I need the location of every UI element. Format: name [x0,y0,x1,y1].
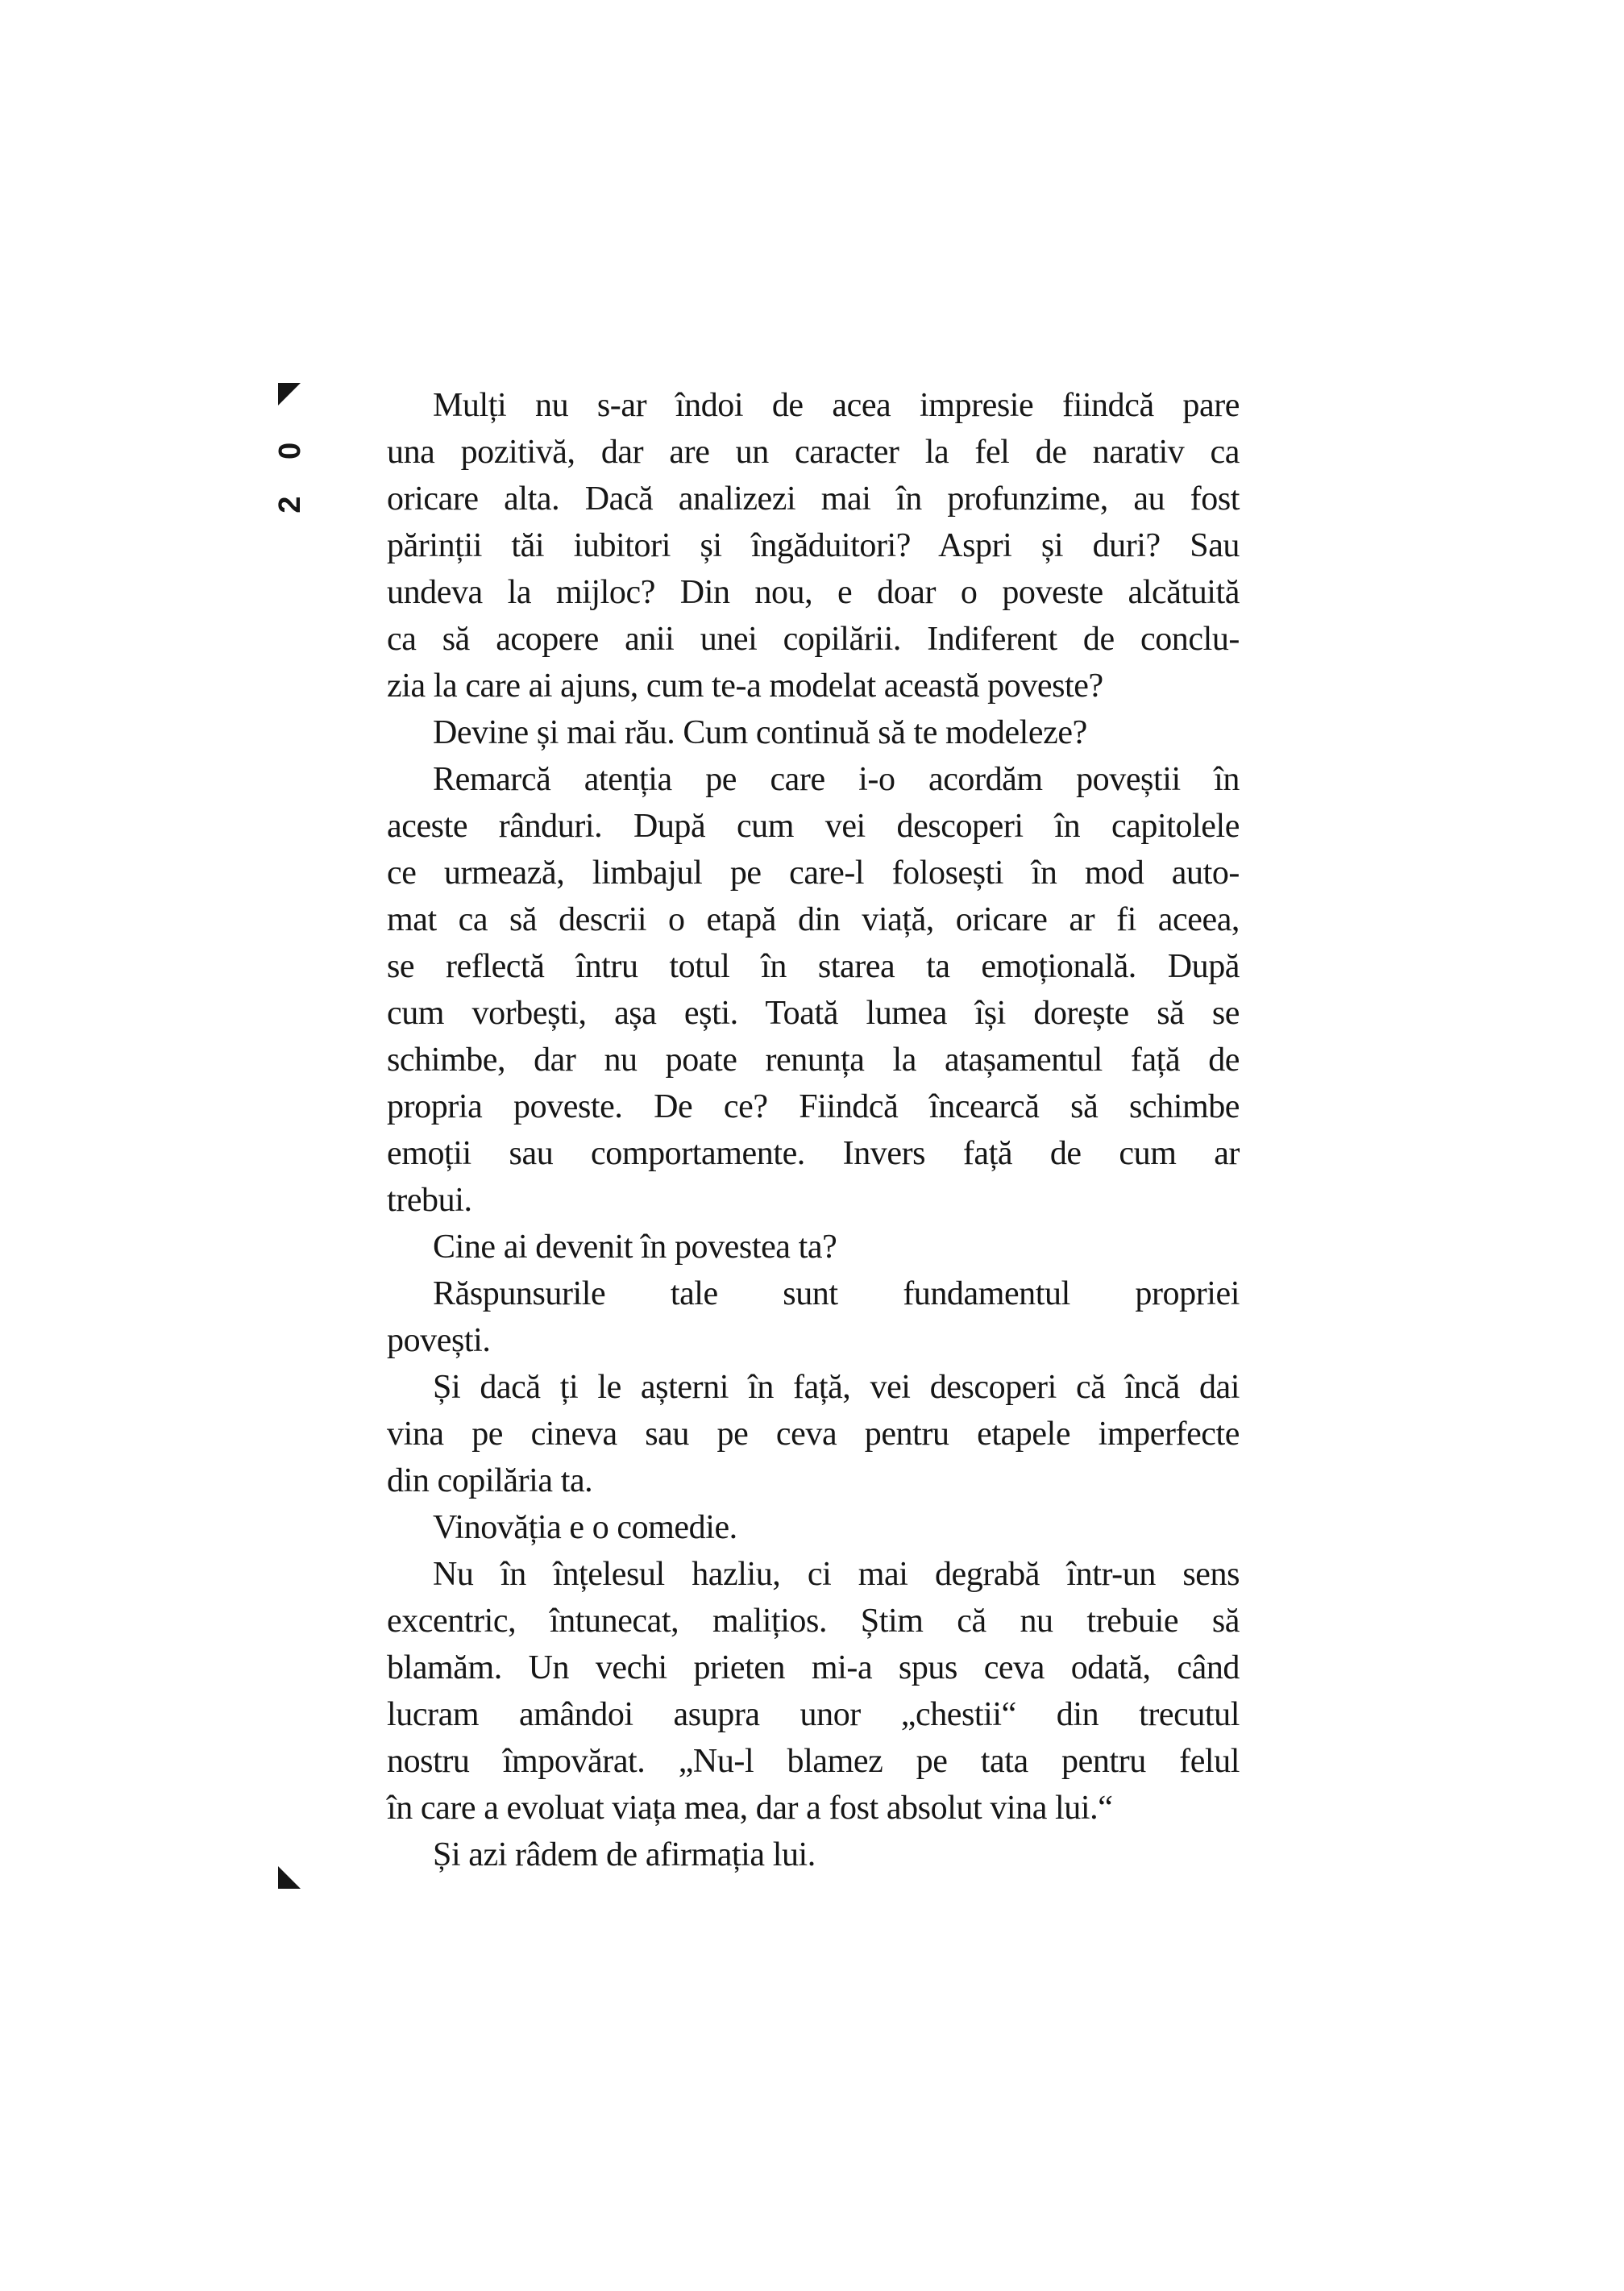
text-line: din copilăria ta. [387,1462,593,1499]
paragraph [387,1224,1240,1270]
text-line: propria poveste. De ce? Fiindcă încearcă să schimbe [387,1088,1240,1125]
text-line: Remarcă atenția pe care i-o acordăm poveștii în [433,761,1240,798]
text-line: una pozitivă, dar are un caracter la fel de narativ ca [387,434,1240,471]
bottom-corner-triangle-icon [278,1866,301,1889]
page-number-text: 20 [272,405,307,514]
text-line: undeva la mijloc? Din nou, e doar o poveste alcătuită [387,574,1240,611]
text-line: nostru împovărat. „Nu-l blamez pe tata pentru felul [387,1743,1240,1780]
text-line: excentric, întunecat, malițios. Știm că nu trebuie să [387,1603,1240,1640]
text-line: Vinovăția e o comedie. [433,1509,737,1546]
text-line: Răspunsurile tale sunt fundamentul propriei [433,1275,1240,1312]
paragraph [387,756,1240,1224]
paragraph [387,1551,1240,1832]
text-line: Nu în înțelesul hazliu, ci mai degrabă într-un sens [433,1556,1240,1593]
text-line: schimbe, dar nu poate renunța la atașamentul față de [387,1042,1240,1079]
text-line: blamăm. Un vechi prieten mi-a spus ceva odată, când [387,1649,1240,1686]
text-line: ce urmează, limbajul pe care-l folosești în mod auto- [387,854,1240,892]
text-line: Mulți nu s-ar îndoi de acea impresie fiindcă pare [433,387,1240,424]
text-line: oricare alta. Dacă analizezi mai în profunzime, au fost [387,480,1240,518]
text-line: Și dacă ți le așterni în față, vei descoperi că încă dai [433,1369,1240,1406]
text-line: trebui. [387,1182,472,1219]
text-line: se reflectă întru totul în starea ta emoțională. După [387,948,1240,985]
text-line: lucram amândoi asupra unor „chestii“ din trecutul [387,1696,1240,1733]
body-text [387,382,1240,1878]
page-number [242,405,339,514]
text-line: în care a evoluat viața mea, dar a fost absolut vina lui.“ [387,1790,1113,1827]
text-line: mat ca să descrii o etapă din viață, oricare ar fi aceea, [387,901,1240,938]
paragraph [387,1364,1240,1504]
text-line: ca să acopere anii unei copilării. Indiferent de conclu- [387,621,1240,658]
text-line: Devine și mai rău. Cum continuă să te modeleze? [433,714,1087,751]
text-line: cum vorbești, așa ești. Toată lumea își dorește să se [387,995,1240,1032]
top-corner-triangle-icon [278,383,301,405]
paragraph [387,1832,1240,1878]
paragraph [387,382,1240,709]
text-line: Și azi râdem de afirmația lui. [433,1836,816,1873]
text-line: zia la care ai ajuns, cum te-a modelat această poveste? [387,667,1103,705]
text-line: Cine ai devenit în povestea ta? [433,1229,837,1266]
paragraph [387,709,1240,756]
text-line: vina pe cineva sau pe ceva pentru etapele imperfecte [387,1416,1240,1453]
text-line: aceste rânduri. După cum vei descoperi în capitolele [387,808,1240,845]
text-line: povești. [387,1322,491,1359]
text-line: emoții sau comportamente. Invers față de cum ar [387,1135,1240,1172]
paragraph [387,1504,1240,1551]
text-line: părinții tăi iubitori și îngăduitori? Aspri și duri? Sau [387,527,1240,564]
paragraph [387,1270,1240,1364]
